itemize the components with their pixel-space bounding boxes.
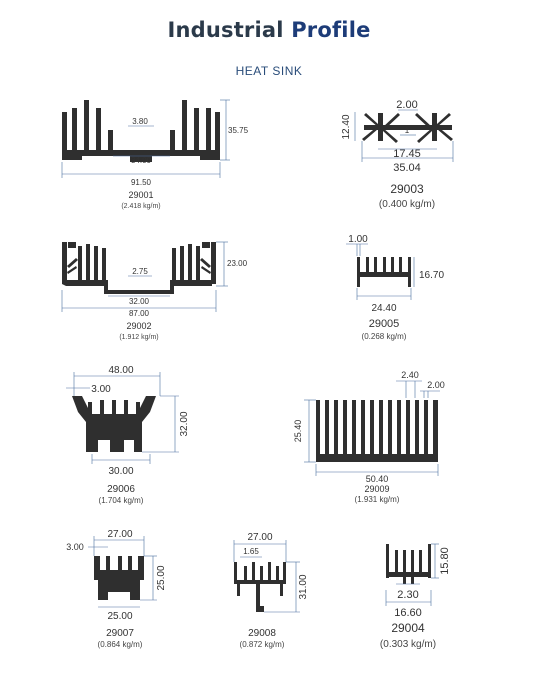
code-29008: 29008 [248,628,276,639]
weight-29002: (1.912 kg/m) [119,334,159,341]
weight-29009: (1.931 kg/m) [354,495,400,504]
dim-29009-fin: 2.00 [427,380,445,390]
dim-29006-width: 48.00 [108,365,134,376]
dim-29002-inner: 32.00 [128,297,150,306]
dim-29004-height: 15.80 [439,547,451,575]
dim-29004-width: 16.60 [394,607,422,619]
dim-29007-base: 25.00 [107,611,133,622]
dim-29003-center: 1 [404,126,410,135]
dim-29005-fin: 1.00 [348,234,368,245]
dim-29006-fin: 3.00 [91,384,111,395]
dim-29007-fin: 3.00 [66,542,84,552]
profile-29003 [341,99,453,210]
dim-29007-height: 25.00 [156,565,167,591]
code-29003: 29003 [390,182,424,196]
profile-29006 [66,365,190,505]
dim-29008-width: 27.00 [247,532,273,543]
title-accent: Profile [291,18,371,42]
dim-29002-inner-gap: 2.75 [132,267,148,276]
code-29005: 29005 [368,318,400,330]
code-29001: 29001 [128,190,154,200]
code-29004: 29004 [391,621,425,635]
page-subtitle: HEAT SINK [235,64,303,78]
dim-29003-width: 35.04 [393,162,421,174]
profile-29001-shape [62,100,220,162]
dim-29003-height: 12.40 [341,114,352,140]
profile-29009 [293,370,445,504]
dim-29009-pitch: 2.40 [401,370,419,380]
weight-29004: (0.303 kg/m) [379,639,437,650]
dim-29001-height: 35.75 [228,126,249,135]
dim-29006-base: 30.00 [108,466,134,477]
weight-29001: (2.418 kg/m) [121,203,161,210]
dim-29008-height: 31.00 [298,574,309,600]
title-main: Industrial [167,18,284,42]
weight-29005: (0.268 kg/m) [361,332,407,341]
dim-29007-width: 27.00 [107,529,133,540]
weight-29007: (0.864 kg/m) [97,640,143,649]
dim-29004-inner: 2.30 [397,589,419,601]
dim-29001-width: 91.50 [130,178,152,187]
profile-29004 [380,544,451,650]
weight-29003: (0.400 kg/m) [378,199,436,210]
profile-29002 [62,242,248,341]
dim-29003-top: 2.00 [396,99,418,111]
dim-29001-inner: 34.00 [130,156,152,165]
dim-29009-width: 50.40 [365,474,389,484]
dim-29008-fin: 1.65 [243,547,259,556]
dim-29009-height: 25.40 [293,419,303,443]
weight-29006: (1.704 kg/m) [98,496,144,505]
code-29006: 29006 [107,484,135,495]
code-29007: 29007 [106,628,134,639]
code-29002: 29002 [126,321,152,331]
dim-29003-inner: 17.45 [393,148,421,160]
profile-29008 [234,532,309,649]
dim-29002-height: 23.00 [227,259,248,268]
dim-29005-width: 24.40 [371,303,397,314]
dim-29001-fin-gap: 3.80 [132,117,148,126]
profile-29005 [346,234,444,341]
code-29009: 29009 [364,484,390,494]
profile-29001 [62,100,249,210]
dim-29005-height: 16.70 [419,270,445,281]
weight-29008: (0.872 kg/m) [239,640,285,649]
dim-29002-width: 87.00 [128,309,150,318]
profile-29007 [66,529,167,649]
dim-29006-height: 32.00 [179,411,190,437]
